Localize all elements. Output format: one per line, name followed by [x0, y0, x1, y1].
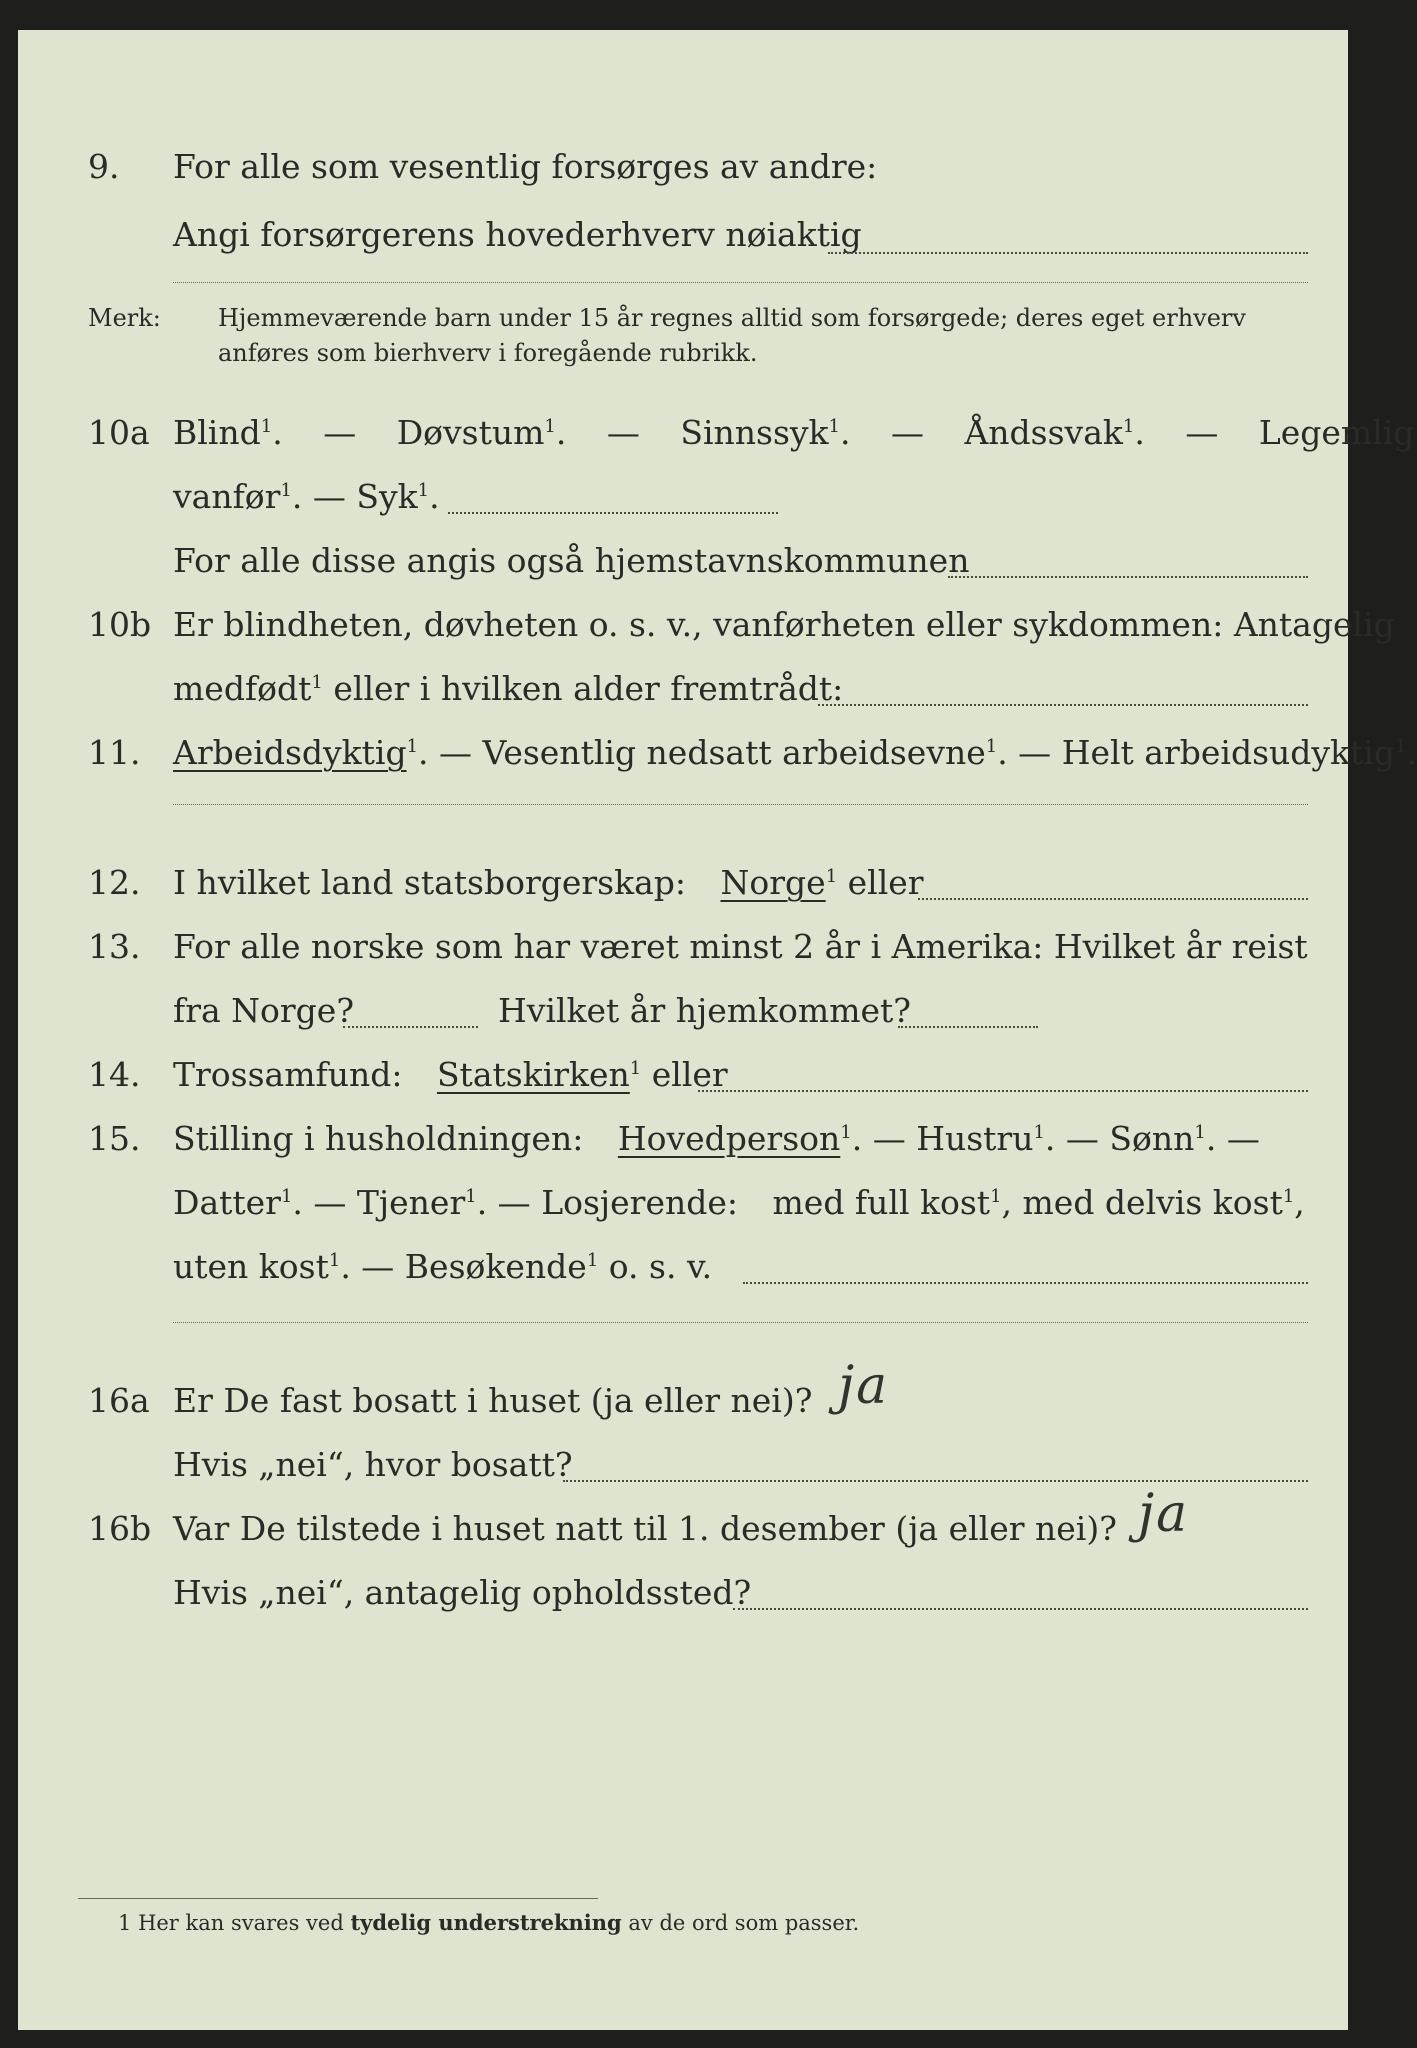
question-text: Er blindheten, døvheten o. s. v., vanførheten eller sykdommen: Antagelig — [173, 605, 1395, 644]
option-norge[interactable]: Norge — [720, 863, 826, 902]
option-arbeidsdyktig[interactable]: Arbeidsdyktig — [173, 733, 407, 772]
question-number: 16b — [88, 1509, 152, 1548]
option-syk[interactable]: Syk — [356, 477, 418, 516]
answer-line[interactable] — [698, 1090, 1308, 1092]
question-text: For alle som vesentlig forsørges av andre: — [173, 147, 878, 186]
handwritten-answer[interactable]: ja — [838, 1356, 890, 1416]
question-number: 13. — [88, 927, 141, 966]
question-text: Datter$^1$. — Tjener$^1$. — Losjerende: med full kost$^1$, med delvis kost$^1$, — [173, 1183, 1305, 1222]
census-form-page — [18, 30, 1417, 2030]
question-text: Stilling i husholdningen: Hovedperson$^1$. — Hustru$^1$. — Sønn$^1$. — — [173, 1119, 1260, 1158]
question-text: Arbeidsdyktig$^1$. — Vesentlig nedsatt arbeidsevne$^1$. — Helt arbeidsudyktig$^1$. — [173, 733, 1417, 772]
option-utenkost[interactable]: uten kost — [173, 1247, 329, 1286]
option-dovstum[interactable]: Døvstum — [396, 413, 545, 452]
option-statskirken[interactable]: Statskirken — [436, 1055, 630, 1094]
question-number: 9. — [88, 147, 120, 186]
answer-line[interactable] — [173, 282, 1308, 283]
question-text: Hvilket år hjemkommet? — [498, 991, 911, 1030]
question-text: I hvilket land statsborgerskap: Norge$^1$ eller — [173, 863, 924, 902]
option-sonn[interactable]: Sønn — [1109, 1119, 1195, 1158]
option-besokende[interactable]: Besøkende — [404, 1247, 587, 1286]
answer-line[interactable] — [733, 1608, 1308, 1610]
answer-line[interactable] — [743, 1282, 1308, 1284]
question-text: Blind$^1$. — Døvstum$^1$. — Sinnssyk$^1$. — Åndssvak$^1$. — Legemlig — [173, 413, 1415, 452]
answer-line[interactable] — [828, 252, 1308, 254]
note-block — [88, 300, 1246, 336]
option-fullkost[interactable]: med full kost — [772, 1183, 991, 1222]
question-text: Hvis „nei“, antagelig opholdssted? — [173, 1573, 752, 1612]
footnote-divider — [78, 1898, 598, 1899]
question-text: uten kost$^1$. — Besøkende$^1$ o. s. v. — [173, 1247, 713, 1286]
answer-line[interactable] — [343, 1026, 478, 1028]
answer-line[interactable] — [448, 512, 778, 514]
answer-line[interactable] — [948, 576, 1308, 578]
note-text: Hjemmeværende barn under 15 år regnes alltid som forsørgede; deres eget erhverv — [218, 304, 1246, 332]
question-number: 15. — [88, 1119, 141, 1158]
question-number: 10a — [88, 413, 150, 452]
option-blind[interactable]: Blind — [173, 413, 261, 452]
question-text: Er De fast bosatt i huset (ja eller nei)? — [173, 1381, 813, 1420]
question-number: 10b — [88, 605, 152, 644]
question-number: 11. — [88, 733, 141, 772]
question-text: Trossamfund: Statskirken$^1$ eller — [173, 1055, 728, 1094]
option-sinnssyk[interactable]: Sinnssyk — [680, 413, 829, 452]
option-hustru[interactable]: Hustru — [916, 1119, 1034, 1158]
option-delviskost[interactable]: med delvis kost — [1022, 1183, 1283, 1222]
answer-line[interactable] — [563, 1480, 1308, 1482]
question-text: Hvis „nei“, hvor bosatt? — [173, 1445, 573, 1484]
option-vanfor[interactable]: vanfør — [173, 477, 281, 516]
question-text: medfødt$^1$ eller i hvilken alder fremtrådt: — [173, 669, 844, 708]
answer-line[interactable] — [173, 804, 1308, 805]
answer-line[interactable] — [818, 704, 1308, 706]
option-hovedperson[interactable]: Hovedperson — [617, 1119, 841, 1158]
question-text: For alle norske som har været minst 2 år i Amerika: Hvilket år reist — [173, 927, 1308, 966]
option-datter[interactable]: Datter — [173, 1183, 281, 1222]
question-text: vanfør$^1$. — Syk$^1$. — [173, 477, 440, 516]
question-text: Angi forsørgerens hovederhverv nøiaktig — [173, 215, 862, 254]
note-text-line2: anføres som bierhverv i foregående rubrikk. — [218, 339, 758, 367]
answer-line[interactable] — [898, 1026, 1038, 1028]
answer-line[interactable] — [918, 898, 1308, 900]
handwritten-answer[interactable]: ja — [1138, 1484, 1190, 1544]
question-number: 12. — [88, 863, 141, 902]
option-andssvak[interactable]: Åndssvak — [964, 413, 1123, 452]
footnote-mark: 1 — [118, 1911, 132, 1935]
question-text: For alle disse angis også hjemstavnskommunen — [173, 541, 970, 580]
question-number: 16a — [88, 1381, 150, 1420]
question-text: Var De tilstede i huset natt til 1. desember (ja eller nei)? — [173, 1509, 1117, 1548]
question-text: fra Norge? — [173, 991, 355, 1030]
question-number: 14. — [88, 1055, 141, 1094]
option-udyktig[interactable]: Helt arbeidsudyktig — [1061, 733, 1395, 772]
option-medfodt[interactable]: medfødt — [173, 669, 312, 708]
option-nedsatt[interactable]: Vesentlig nedsatt arbeidsevne — [482, 733, 986, 772]
option-legemlig[interactable]: Legemlig — [1258, 413, 1415, 452]
note-label: Merk: — [88, 304, 161, 332]
option-tjener[interactable]: Tjener — [356, 1183, 466, 1222]
answer-line[interactable] — [173, 1322, 1308, 1323]
footnote: 1 Her kan svares ved tydelig understrekning av de ord som passer. — [118, 1910, 860, 1935]
